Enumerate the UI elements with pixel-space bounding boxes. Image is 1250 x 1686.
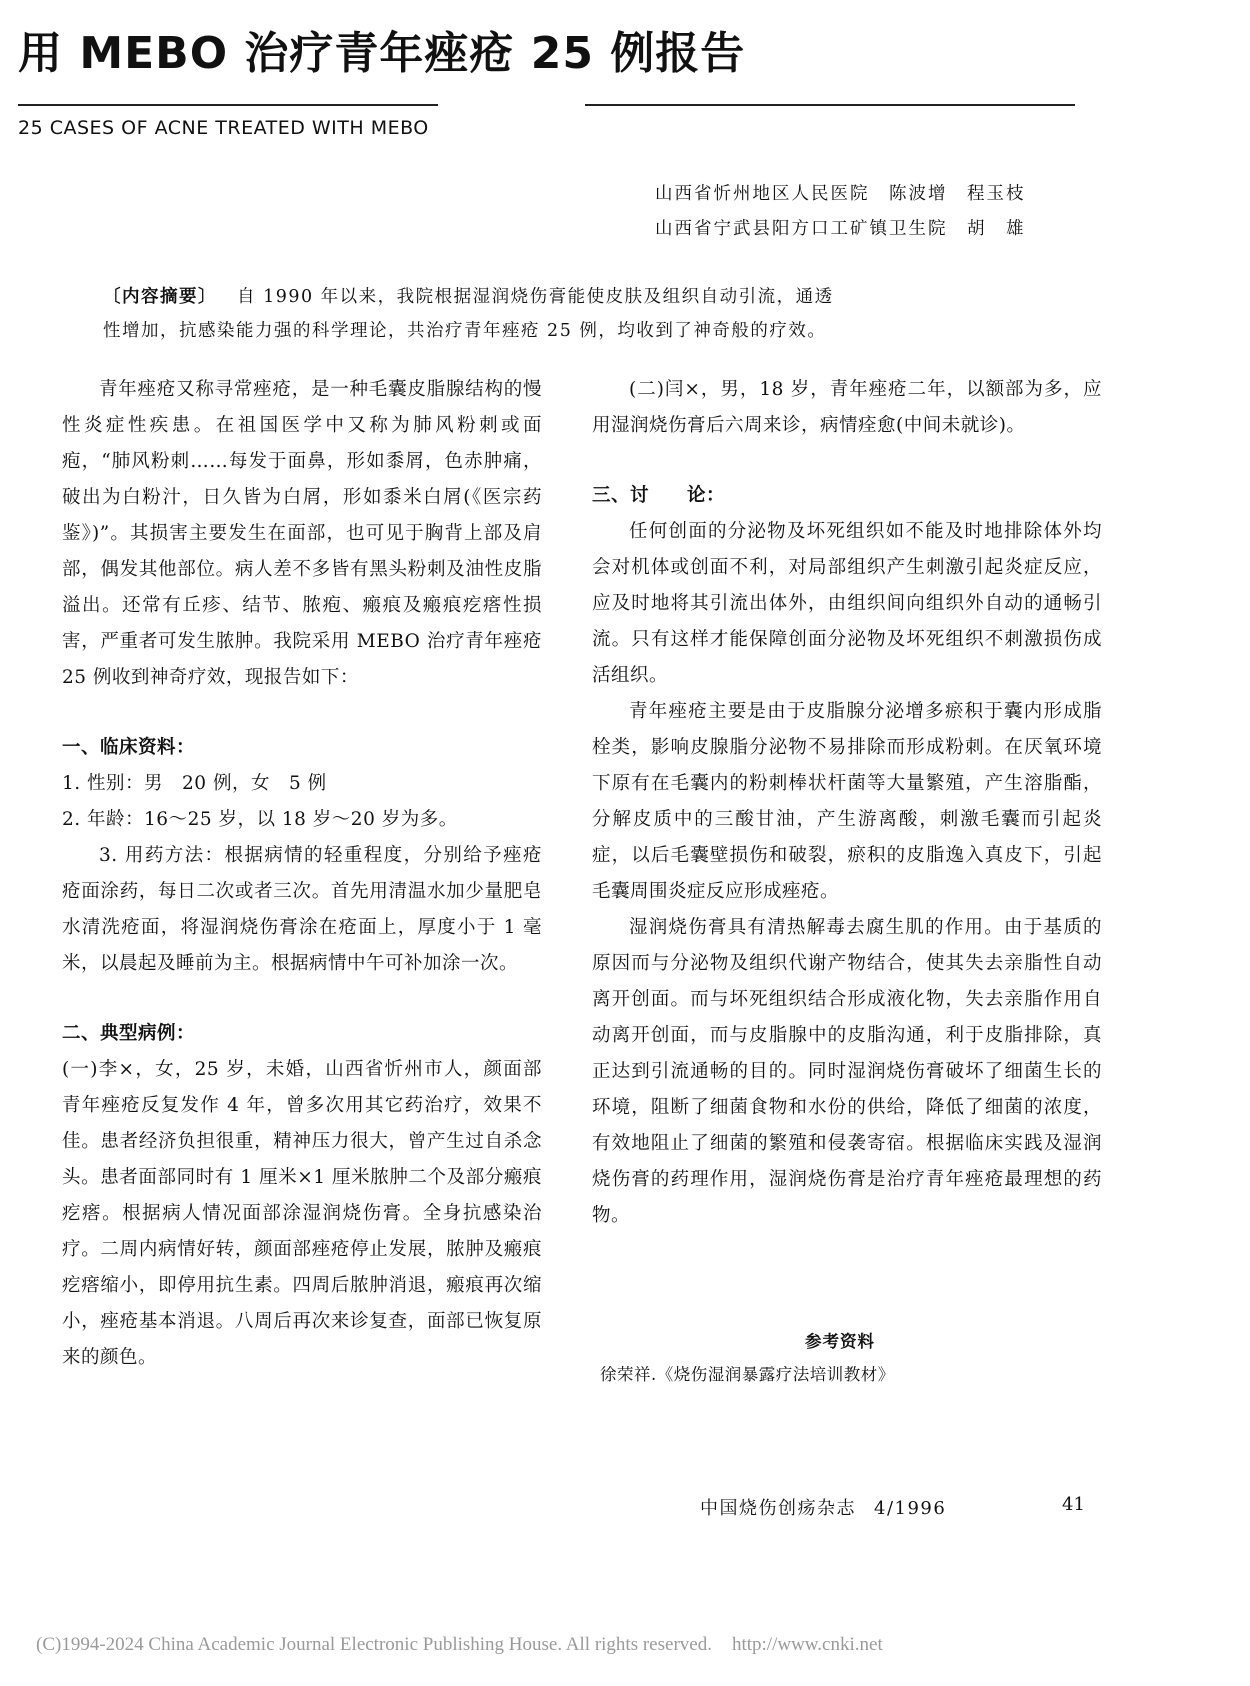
section-heading-typical-cases: 二、典型病例： [62, 1023, 196, 1044]
discussion-paragraph: 任何创面的分泌物及坏死组织如不能及时地排除体外均会对机体或创面不利，对局部组织产生刺激引起炎症反应，应及时地将其引流出体外，由组织间向组织外自动的通畅引流。只有这样才能保障创面分泌物及坏死组织不刺激损伤成活组织。 [592, 521, 1102, 686]
discussion-paragraph: 青年痤疮主要是由于皮脂腺分泌增多瘀积于囊内形成脂栓类，影响皮腺脂分泌物不易排除而形成粉刺。在厌氧环境下原有在毛囊内的粉刺棒状杆菌等大量繁殖，产生溶脂酯，分解皮质中的三酸甘油，产生游离酸，刺激毛囊而引起炎症，以后毛囊壁损伤和破裂，瘀积的皮脂逸入真皮下，引起毛囊周围炎症反应形成痤疮。 [592, 701, 1102, 902]
reference-item: 徐荣祥.《烧伤湿润暴露疗法培训教材》 [600, 1365, 895, 1384]
case-paragraph: (二)闫×，男，18 岁，青年痤疮二年，以额部为多，应用湿润烧伤膏后六周来诊，病情痊愈(中间未就诊)。 [592, 379, 1102, 436]
list-item: 1. 性别：男 20 例，女 5 例 [62, 773, 327, 794]
author-affiliations [655, 177, 1105, 247]
journal-name: 中国烧伤创疡杂志 [700, 1498, 856, 1519]
abstract-line-1: 自 1990 年以来，我院根据湿润烧伤膏能使皮肤及组织自动引流，通透 [237, 287, 834, 307]
affiliation-line: 山西省忻州地区人民医院 陈波增 程玉枝 [655, 184, 1026, 204]
copyright-watermark [36, 1634, 883, 1656]
article-title: 用 MEBO 治疗青年痤疮 25 例报告 [18, 28, 746, 79]
article-subtitle: 25 CASES OF ACNE TREATED WITH MEBO [18, 117, 429, 139]
title-rule-left [18, 104, 438, 106]
right-column [592, 372, 1102, 1234]
journal-issue: 4/1996 [874, 1498, 947, 1519]
journal-footer [700, 1494, 946, 1520]
discussion-paragraph: 湿润烧伤膏具有清热解毒去腐生肌的作用。由于基质的原因而与分泌物及组织代谢产物结合，使其失去亲脂性自动离开创面。而与坏死组织结合形成液化物，失去亲脂作用自动离开创面，而与皮脂腺中的皮脂沟通，利于皮脂排除，真正达到引流通畅的目的。同时湿润烧伤膏破坏了细菌生长的环境，阻断了细菌食物和水份的供给，降低了细菌的浓度，有效地阻止了细菌的繁殖和侵袭寄宿。根据临床实践及湿润烧伤膏的药理作用，湿润烧伤膏是治疗青年痤疮最理想的药物。 [592, 917, 1102, 1226]
references-heading: 参考资料 [805, 1332, 875, 1351]
title-rule-right [585, 104, 1075, 106]
section-heading-clinical-data: 一、临床资料： [62, 737, 196, 758]
copyright-url: http://www.cnki.net [731, 1634, 883, 1655]
left-column [62, 372, 542, 1376]
page-number: 41 [1062, 1494, 1085, 1515]
list-item: 2. 年龄：16～25 岁，以 18 岁～20 岁为多。 [62, 809, 458, 830]
affiliation-line: 山西省宁武县阳方口工矿镇卫生院 胡 雄 [655, 219, 1026, 239]
references [600, 1325, 895, 1391]
section-heading-discussion: 三、讨 论： [592, 485, 726, 506]
list-item: 3. 用药方法：根据病情的轻重程度，分别给予痤疮疮面涂药，每日二次或者三次。首先用清温水加少量肥皂水清洗疮面，将湿润烧伤膏涂在疮面上，厚度小于 1 毫米，以晨起及睡前为主。根据病情中午可补加涂一次。 [62, 845, 542, 974]
case-paragraph: (一)李×，女，25 岁，未婚，山西省忻州市人，颜面部青年痤疮反复发作 4 年，曾多次用其它药治疗，效果不佳。患者经济负担很重，精神压力很大，曾产生过自杀念头。患者面部同时有 1 厘米×1 厘米脓肿二个及部分瘢痕疙瘩。根据病人情况面部涂湿润烧伤膏。全身抗感染治疗。二周内病情好转，颜面部痤疮停止发展，脓肿及瘢痕疙瘩缩小，即停用抗生素。四周后脓肿消退，瘢痕再次缩小，痤疮基本消退。八周后再次来诊复查，面部已恢复原来的颜色。 [62, 1059, 542, 1368]
intro-paragraph: 青年痤疮又称寻常痤疮，是一种毛囊皮脂腺结构的慢性炎症性疾患。在祖国医学中又称为肺风粉刺或面疱，“肺风粉刺……每发于面鼻，形如黍屑，色赤肿痛，破出为白粉汁，日久皆为白屑，形如黍米白屑(《医宗药鉴》)”。其损害主要发生在面部，也可见于胸背上部及肩部，偶发其他部位。病人差不多皆有黑头粉刺及油性皮脂溢出。还常有丘疹、结节、脓疱、瘢痕及瘢痕疙瘩性损害，严重者可发生脓肿。我院采用 MEBO 治疗青年痤疮 25 例收到神奇疗效，现报告如下： [62, 379, 542, 688]
abstract [103, 280, 1043, 348]
copyright-text: (C)1994-2024 China Academic Journal Electronic Publishing House. All rights reserved. [36, 1634, 712, 1655]
abstract-line-2: 性增加，抗感染能力强的科学理论，共治疗青年痤疮 25 例，均收到了神奇般的疗效。 [103, 321, 827, 341]
abstract-label: 〔内容摘要〕 [103, 287, 217, 307]
